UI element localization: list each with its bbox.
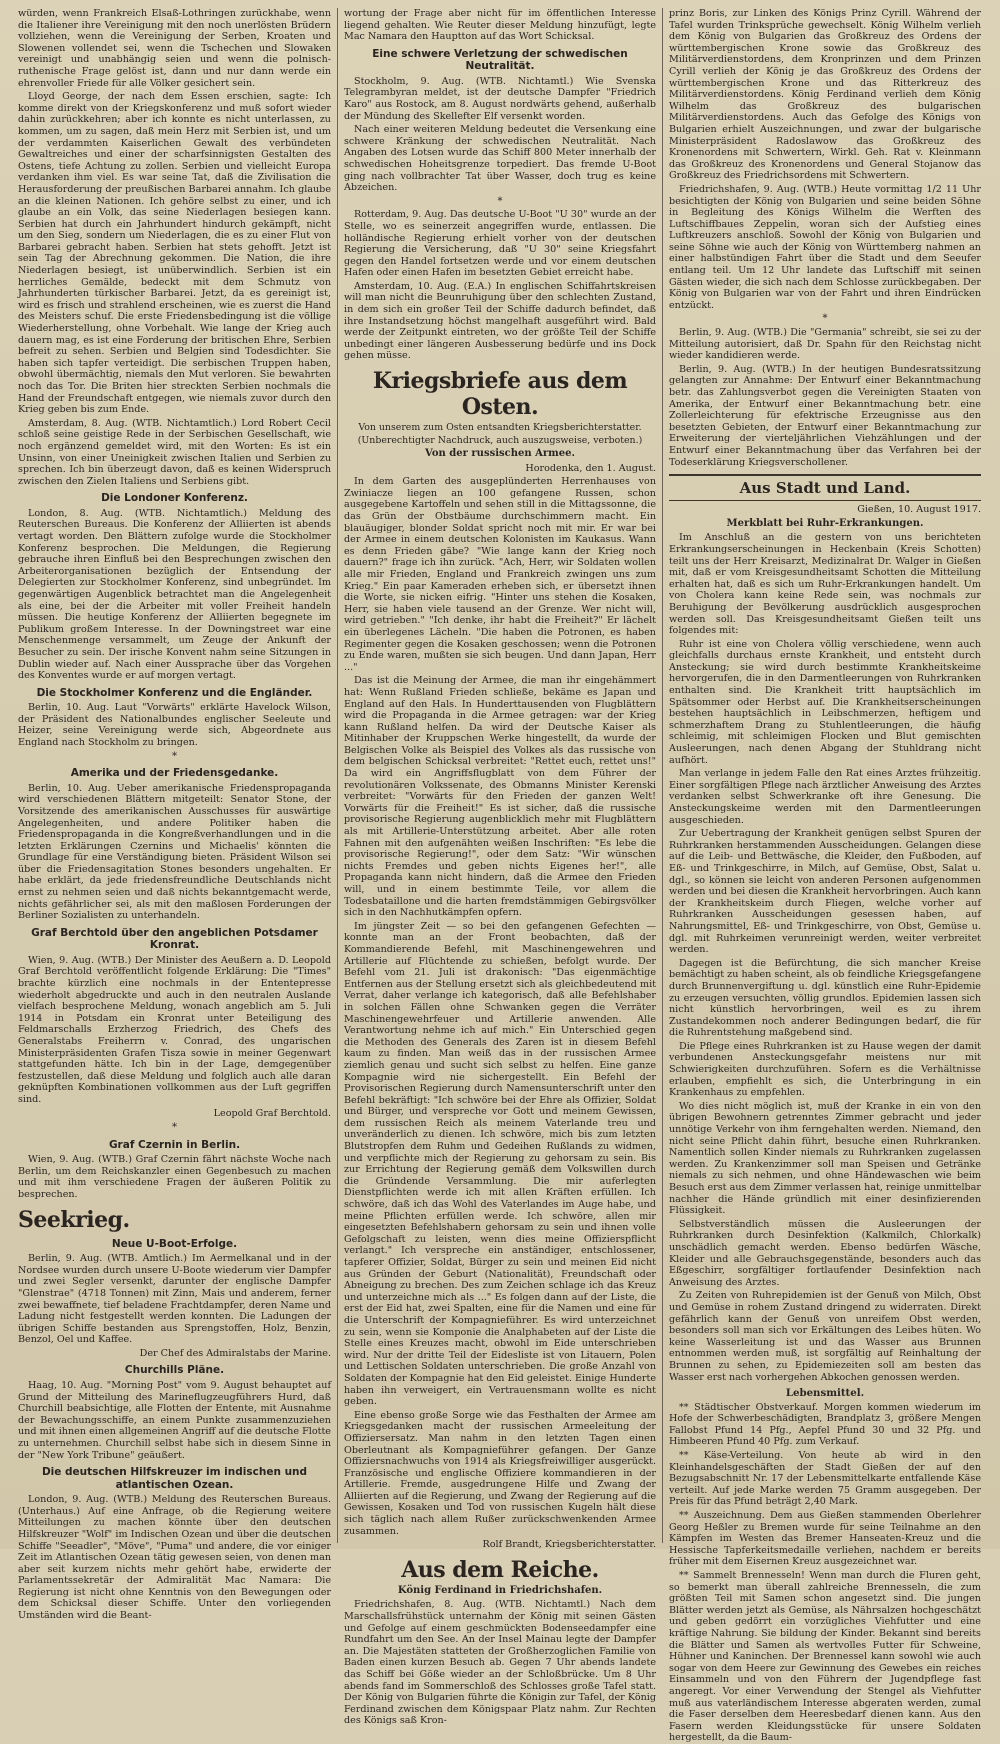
article-paragraph: Im jüngster Zeit — so bei den gefangenen Gefechten — konnte man an der Front beobachten, daß der Kommandierende Befehl, mit Maschinengewehren und Artillerie auf Flüchtende zu schießen, befolgt wurde. Der Befehl vom 21. Juli ist drakonisch: "Das eigenmächtige Entfernen aus der Stellung ersetzt sich als gleichbedeutend mit Verrat, daher verlange ich kategorisch, daß alle Befehlshaber in solchen Fällen ohne Schwanken gegen die Verräter Maschinengewehrfeuer und Artillerie anwenden. Alle Verantwortung nehme ich auf mich." Ein Unterschied gegen die Methoden des Generals des Zaren ist in diesem Befehl kaum zu finden. Man weiß das in der russischen Armee ziemlich genau und sucht sich selbst zu helfen. Eine ganze Kompagnie wird nie sichergestellt. Ein Befehl der Provisorischen Regierung durch Namensunterschrift unter den Befehl bekräftigt: "Ich schwöre bei der Ehre als Offizier, Soldat und Bürger, und verspreche vor Gott und meinem Gewissen, dem russischen Reich als meinem Vaterlande treu und unveränderlich zu dienen. Ich schwöre, mich bis zum letzten Blutstropfen dem Ruhm und Gedeihen Rußlands zu widmen, und verpflichte mich der Regierung zu gehorsam zu sein. Bis zur Errichtung der Regierung gemäß dem Volkswillen durch die Gründende Versammlung. Die mir auferlegten Dienstpflichten werde ich mit allen Kräften erfüllen. Ich schwöre, daß ich das Wohl des Vaterlandes im Auge habe, und meine Pflichten erfüllen werde. Ich schwöre, allen mir eingesetzten Befehlshabern gehorsam zu sein und ihnen volle Gefolgschaft zu leisten, wenn dies meine Offizierspflicht verlangt." Ich verspreche ein anständiger, entschlossener, tapferer Offizier, Soldat, Bürger zu sein und meinen Eid nicht aus Gründen der Geburt (Nationalität), Freundschaft oder Abneigung zu brechen. Des zum Zeichen schlage ich das Kreuz und unterzeichne mich als ..." Es folgen dann auf der Liste, die erst der Eid hat, zwei Spalten, eine für die Namen und eine für die Unterschrift der Kompagnieführer. Es wird unterzeichnet zu sein, wenn sie Komponie die Analphabeten auf der Liste die Stelle eines Kreuzes macht, obwohl im Eide unterschrieben wird. Nur der dritte Teil der Eidesliste ist von Litauern, Polen und Lettischen Soldaten unterschrieben. Die große Anzahl von Soldaten der Kompagnie hat den Eid geleistet. Einige Hunderte haben ihn verweigert, ein Vertrauensmann wollte es nicht geben. (344, 920, 656, 1408)
article-paragraph: Friedrichshafen, 8. Aug. (WTB. Nichtamtl.) Nach dem Marschallsfrühstück unternahm der König mit seinen Gästen und Gefolge auf einem geschmückten Bodenseedampfer eine Rundfahrt um den See. An der Insel Mainau legte der Dampfer an. Die Majestäten statteten der Großherzoglichen Familie von Baden einen kurzen Besuch ab. Gegen 7 Uhr abends landete das Schiff bei Göße wieder an der Schloßbrücke. Um 8 Uhr abends fand im Sommerschloß des Schlosses große Tafel statt. Der König von Bulgarien führte die Königin zur Tafel, der König Ferdinand zwischen dem Königspaar Platz nahm. Zur Rechten des Königs saß Kron- (344, 1599, 656, 1727)
article-paragraph: Das ist die Meinung der Armee, die man ihr eingehämmert hat: Wenn Rußland Frieden schließe, bekäme es Japan und England auf den Hals. In Hunderttausenden von Flugblättern wird die Propaganda in die Armee getragen: war der Krieg kann Rußland helfen. Da wird der Deutsche Kaiser als Mitinhaber der Kruppschen Werke hingestellt, da wurde der Belgischen Volke als Beispiel des Volkes als das russische von dem belgischen Schicksal verbreitet: "Rettet euch, rettet uns!" Da wird ein Angriffsflugblatt von dem Führer der revolutionären Volkssenate, des Obmanns Minister Kerenski verbreitet: "Vorwärts für den Frieden der ganzen Welt! Vorwärts für die Freiheit!" Es ist sicher, daß die russische provisorische Regierung augenblicklich mehr mit Flugblättern als mit Artillerie-Unterstützung arbeitet. Aber alle roten Fahnen mit den aufgenähten weißen Inschriften: "Es lebe die provisorische Regierung!", oder dem Satz: "Wir wünschen nichts Fremdes und geben nichts Eigenes her!", alle Propaganda kann nicht hindern, daß die Armee den Frieden will, und in einem bestimmte Teile, vor allem die Todesbataillone und die harten fremdstämmigen Gebirgsvölker sich in den Nachhutkämpfen opfern. (344, 675, 656, 919)
headline-ruhr-merkblatt: Merkblatt bei Ruhr-Erkrankungen. (726, 517, 924, 529)
section-headline-seekrieg: Seekrieg. (18, 1206, 130, 1233)
article-paragraph: Haag, 10. Aug. "Morning Post" vom 9. August behauptet auf Grund der Mitteilung des Marineflugzeugführers Hurd, daß Churchill beabsichtige, alle Flotten der Entente, mit Ausnahme der Bewachungsschiffe, an einem Punkte zusammenzuziehen und mit ihnen einen allgemeinen Angriff auf die deutsche Flotte zu unternehmen. Churchill selbst habe sich in diesem Sinne in der "New York Tribune" geäußert. (18, 1379, 331, 1461)
article-paragraph: Friedrichshafen, 9. Aug. (WTB.) Heute vormittag 1/2 11 Uhr besichtigten der König von Bulgarien und seine beiden Söhne in Begleitung des Königs Wilhelm die Werften des Luftschiffbaues Zeppelin, woran sich der Aufstieg eines Luftkreuzers anschloß. Sowohl der König von Bulgarien und seine Söhne wie auch der König von Württemberg nahmen an einer halbstündigen Fahrt über die Stadt und dem Seeufer entlang teil. Um 12 Uhr landete das Luftschiff mit seinen Gästen wieder, die sich nach dem Schlosse zurückbegaben. Der König von Bulgarien war von der Fahrt und ihren Eindrücken entzückt. (669, 183, 981, 311)
section-headline-kriegsbriefe: Kriegsbriefe aus dem Osten. (372, 368, 628, 421)
headline-hilfskreuzer: Die deutschen Hilfskreuzer im indischen und atlantischen Ozean. (41, 1466, 308, 1491)
signature: Rolf Brandt, Kriegsberichterstatter. (482, 1539, 656, 1551)
separator-star: * (497, 195, 503, 207)
article-paragraph: ** Sammelt Brennesseln! Wenn man durch die Fluren geht, so bemerkt man überall zahlreiche Brennesseln, die zum größten Teil mit Samen schon angesetzt sind. Die jungen Blätter werden jetzt als Gemüse, als Nährsalzen hochgeschätzt und geben gedörrt ein vorzügliches Viehfutter und eine kräftige Nahrung. Sie bildung der Kinder. Bekannt sind bereits die Blätter und Samen als wertvolles Futter für Schweine, Hühner und Kaninchen. Der Brennessel kann sowohl wie auch sogar von dem Heere zur Gewinnung des Gewebes ein reiches Einsammeln und von den Führern der Jugendpflege fast angeregt. Vor einer Verwendung der Stengel als Viehfutter muß aus vaterländischem Interesse abgeraten werden, zumal die Faser derselben dem Heeresbedarf dienen kann. Aus den Fasern werden Kleidungsstücke für unsere Soldaten hergestellt, da die Baum- (669, 1570, 981, 1744)
section-headline-aus-dem-reiche: Aus dem Reiche. (401, 1556, 599, 1583)
headline-london-conference: Die Londoner Konferenz. (101, 492, 248, 505)
article-paragraph: Selbstverständlich müssen die Ausleerungen der Ruhrkranken durch Desinfektion (Kalkmilch, Chlorkalk) unschädlich gemacht werden. Ebenso bedürfen Wäsche, Kleider und alle Gebrauchsgegenstände, besonders auch das Eßgeschirr, sorgfältiger fortlaufender Desinfektion nach Anweisung des Arztes. (669, 1218, 981, 1288)
article-paragraph: Wo dies nicht möglich ist, muß der Kranke in ein von den übrigen Bewohnern getrenntes Zimmer gebracht und jeder unnötige Verkehr von ihm ferngehalten werden. Niemand, den nicht seine Pflicht dahin führt, besuche einen Ruhrkranken. Namentlich sollen Kinder niemals zu Ruhrkranken zugelassen werden. Zu Krankenzimmer soll man Speisen und Getränke niemals zu sich nehmen, und ohne Händewaschen wie beim Besuch erst aus dem Zimmer verlassen hat, reinige unmittelbar nachher die Hände gründlich mit einer desinfizierenden Flüssigkeit. (669, 1100, 981, 1217)
article-paragraph: Berlin, 9. Aug. (WTB.) Die "Germania" schreibt, sie sei zu der Mitteilung autorisiert, daß Dr. Spahn für den Reichstag nicht wieder kandidieren werde. (669, 327, 981, 362)
column-2 (337, 8, 662, 1727)
headline-swedish-neutrality: Eine schwere Verletzung der schwedischen Neutralität. (372, 47, 628, 73)
headline-uboot: Neue U-Boot-Erfolge. (111, 1237, 238, 1250)
article-paragraph: Zu Zeiten von Ruhrepidemien ist der Genuß von Milch, Obst und Gemüse in rohem Zustand dringend zu widerraten. Direkt gefährlich kann der Genuß von unreifem Obst werden, besonders soll man sich vor Erkältungen des Leibes hüten. Wo keine Wasserleitung ist und das Wasser aus Brunnen entnommen werden muß, ist sorgfältig auf Reinhaltung der Brunnen zu sehen, zu Epidemiezeiten soll am besten das Wasser erst nach vorhergehen Abkochen genossen werden. (669, 1290, 981, 1383)
headline-berchtold: Graf Berchtold über den angeblichen Potsdamer Kronrat. (31, 926, 318, 952)
article-paragraph: Ruhr ist eine von Cholera völlig verschiedene, wenn auch gleichfalls durchaus ernste Krankheit, und entsteht durch Ansteckung; sie wird durch bestimmte Krankheitskeime hervorgerufen, die in den Darmentleerungen von Ruhrkranken enthalten sind. Die Krankheit tritt hauptsächlich im Spätsommer oder Herbst auf. Die Krankheitserscheinungen bestehen hauptsächlich in Leibschmerzen, heftigem und schmerzhaftem Drang zu Stuhlentleerungen, die häufig schleimig, mit schleimigen Flocken und Blut gemischten Ausleerungen, nach denen Abgang der Stuhldrang nicht aufhört. (669, 638, 981, 766)
article-paragraph: Berlin, 10. Aug. Laut "Vorwärts" erklärte Havelock Wilson, der Präsident des Nationalbundes englischer Seeleute und Heizer, seine Vereinigung werde sich, Abgeordnete aus England nach Stockholm zu bringen. (18, 702, 331, 749)
article-paragraph: London, 8. Aug. (WTB. Nichtamtlich.) Meldung des Reuterschen Bureaus. Die Konferenz der Alliierten ist abends vertagt worden. Den Blättern zufolge wurde die Stockholmer Konferenz besprochen. Die Meldungen, die Regierung gebrauche ihren Einfluß bei den Besprechungen zwischen den Arbeiterorganisationen bezüglich der Entsendung der Delegierten zur Stockholmer Konferenz, sind unbegründet. Im gegenwärtigen Augenblick betrachtet man die Angelegenheit als eine, bei der die Arbeiter mit voller Freiheit handeln müssen. Die heutige Konferenz der Alliierten begegnete im Publikum großem Interesse. In der Downingstreet war eine Menschenmenge versammelt, um Zeuge der Ankunft der Besucher zu sein. Der irische Konvent nahm seine Sitzungen in Dublin wieder auf. Nach einer Aussprache über das Vorgehen des Konventes wurde er auf morgen vertagt. (18, 507, 331, 682)
article-paragraph: würden, wenn Frankreich Elsaß-Lothringen zurückhabe, wenn die Italiener ihre Vereinigung mit den noch unerlösten Brüdern vollziehen, wenn die Vereinigung der Serben, Kroaten und Slowenen vollendet sei, wenn die Tschechen und Slowaken vereinigt und unabhängig seien und wenn die polnisch-ruthenische Frage gelöst ist, dann und nur dann werde ein ehrenvoller Friede für alle Völker gesichert sein. (18, 8, 331, 89)
article-paragraph: ** Städtischer Obstverkauf. Morgen kommen wiederum im Hofe der Schwerbeschädigten, Brandplatz 3, größere Mengen Fallobst Pfund 14 Pfg., Aepfel Pfund 30 und 32 Pfg. und Himbeeren Pfund 40 Pfg. zum Verkauf. (669, 1401, 981, 1448)
separator-star: * (172, 750, 177, 762)
article-paragraph: Amsterdam, 10. Aug. (E.A.) In englischen Schiffahrtskreisen will man nicht die Beunruhigung über den schlechten Zustand, in dem sich ein großer Teil der Schiffe dadurch befindet, daß ihre Instandsetzung höchst mangelhaft ausgeführt wird. Bald werde der Zeitpunkt eintreten, wo der größte Teil der Schiffe unbedingt einer längeren Ausbesserung bedürfe und ins Dock gehen müsse. (344, 280, 656, 362)
article-paragraph: Eine ebenso große Sorge wie das Festhalten der Armee am Kriegsgedanken macht der russischen Armeeleitung der Offiziersersatz. Man nahm in den letzten Tagen einen Oberleutnant als Kompagnieführer gefangen. Der Ganze Offiziersnachwuchs von 1914 als Kriegsfreiwilliger ausgerückt. Französische und englische Offiziere kommandieren in der Artillerie. Fremde, ausgedrungene Hilfe und Zwang der Alliierten auf die Regierung, und Zwang der Regierung auf die Gewissen, Kosaken und Tod von russischen Kugeln hält diese sich täglich nach allem Rußer zurückschwenkenden Armee zusammen. (344, 1409, 656, 1537)
subheading: Von unserem zum Osten entsandten Kriegsberichterstatter. (358, 422, 642, 434)
headline-russian-army: Von der russischen Armee. (425, 448, 575, 460)
page-columns (12, 8, 990, 1744)
article-paragraph: In dem Garten des ausgeplünderten Herrenhauses von Zwiniacze liegen an 100 gefangene Russen, schon ausgegebene Kartoffeln und sehen still in die Mittagssonne, die das Grün der Obstbäume durchschimmern macht. Ein blauäugiger, blonder Soldat spricht noch mit mir. Er war bei der Armee in einem deutschen Kolonisten im Kaukasus. Wann es denn Frieden gäbe? "Wie lange kann der Krieg noch dauern?" frage ich ihn zurück. "Ach, Herr, wir Soldaten wollen alle mir Frieden, England und Frankreich zwingen uns zum Krieg." Ein paar Kameraden erheben sich, er übersetzt ihnen die Worte, sie nicken eifrig. "Hinter uns stehen die Kosaken, Herr, sie haben viele tausend an der Grenze. Wer nicht will, wird getrieben." "Ich denke, ihr habt die Freiheit?" Er lächelt ein überlegenes Lächeln. "Die haben die Potronen, es haben Regimenter gegen die Kosaken geschossen; wenn die Potronen zu Ende waren, mußten sie sich beugen. Und dann Japan, Herr ..." (344, 476, 656, 673)
headline-koenig-ferdinand: König Ferdinand in Friedrichshafen. (397, 1584, 603, 1596)
section-headline-stadt-und-land: Aus Stadt und Land. (669, 474, 981, 501)
headline-stockholm-conference: Die Stockholmer Konferenz und die Engländer. (36, 686, 313, 699)
article-paragraph: Im Anschluß an die gestern von uns berichteten Erkrankungserscheinungen in Heckenbain (Kreis Schotten) teilt uns der Herr Kreisarzt, Medizinalrat Dr. Walger in Gießen mit, daß er vom Kreisgesundheitsamt Schotten die Mitteilung erhalten hat, daß es sich um Ruhr-Erkrankungen handelt. Um von Cholera kann keine Rede sein, was nochmals zur Beruhigung der Bevölkerung ausdrücklich ausgesprochen werden soll. Das Kreisgesundheitsamt Gießen teilt uns folgendes mit: (669, 532, 981, 637)
article-paragraph: Berlin, 10. Aug. Ueber amerikanische Friedenspropaganda wird verschiedenen Blättern mitgeteilt: Senator Stone, der Vorsitzende des amerikanischen Ausschusses für auswärtige Angelegenheiten, und andere Politiker haben die Friedenspropaganda in die Kongreßverhandlungen und in die letzten Erklärungen Czernins und Michaelis' könnten die Grundlage für eine Verständigung bieten. Präsident Wilson sei über die Friedensagitation Stones besonders ungehalten. Er habe erklärt, da jede friedensfreundliche Deutschlands nicht ernst zu nehmen seien und daß nichts bekanntgemacht werde, nichts gefährlicher sei, als mit den maßlosen Forderungen der Berliner Sozialisten zu unterhandeln. (18, 782, 331, 922)
article-paragraph: Dagegen ist die Befürchtung, die sich mancher Kreise bemächtigt zu haben scheint, als ob feindliche Kriegsgefangene durch Brunnenvergiftung u. dgl. künstlich eine Ruhr-Epidemie zu erzeugen versuchten, völlig grundlos. Epidemien lassen sich nicht künstlich hervorbringen, weil es zu ihrem Zustandekommen noch anderer Bedingungen bedarf, die für die Ruhrentstehung maßgebend sind. (669, 957, 982, 1039)
article-paragraph: Stockholm, 9. Aug. (WTB. Nichtamtl.) Wie Svenska Telegrambyran meldet, ist der deutsche Dampfer "Friedrich Karo" aus Rostock, am 8. August nordwärts gehend, außerhalb der Mündung des Skellefter Elf versenkt worden. (344, 75, 656, 122)
subheading: (Unberechtigter Nachdruck, auch auszugsweise, verboten.) (357, 435, 643, 447)
headline-churchill: Churchills Pläne. (124, 1364, 225, 1377)
separator-star: * (822, 313, 828, 325)
article-paragraph: prinz Boris, zur Linken des Königs Prinz Cyrill. Während der Tafel wurden Trinksprüche gewechselt. König Wilhelm verlieh dem König von Bulgarien das Großkreuz des Ordens der württembergischen Krone sowie das Großkreuz des Militärverdienstordens, dem Kronprinzen und dem Prinzen Cyrill verlieh der König je das Großkreuz des Ordens der württembergischen Krone und das Ritterkreuz des Militärverdienstordens. König Ferdinand verlieh dem König Wilhelm das Großkreuz des bulgarischen Militärverdienstordens. Auch das Gefolge des Königs von Bulgarien erhielt Auszeichnungen, und zwar der bulgarische Ministerpräsident Radoslawow das Großkreuz des Kronenordens mit Schwertern, Wirkl. Geh. Rat v. Kleinmann das Großkreuz des Kronenordens und General Stojanow das Großkreuz des Friedrichsordens mit Schwertern. (669, 8, 981, 182)
article-paragraph: ** Auszeichnung. Dem aus Gießen stammenden Oberlehrer Georg Heßler zu Bremen wurde für seine Teilnahme an den Kämpfen im Westen das Bremer Hanseaten-Kreuz und die Hessische Tapferkeitsmedaille verliehen, nachdem er bereits früher mit dem Eisernen Kreuz ausgezeichnet war. (669, 1510, 981, 1568)
article-paragraph: Man verlange in jedem Falle den Rat eines Arztes frühzeitig. Einer sorgfältigen Pflege nach ärztlicher Anweisung des Arztes verdanken selbst Schwerkranke oft ihre Genesung. Die Ansteckungskeime werden mit den Darmentleerungen ausgeschieden. (669, 768, 981, 826)
article-paragraph: wortung der Frage aber nicht für im öffentlichen Interesse liegend gehalten. Wie Reuter dieser Meldung hinzufügt, legte Mac Namara den Hauptton auf das Wort Schicksal. (344, 8, 656, 43)
headline-america-peace: Amerika und der Friedensgedanke. (70, 767, 279, 780)
article-paragraph: Nach einer weiteren Meldung bedeutet die Versenkung eine schwere Kränkung der schwedischen Neutralität. Nach Angaben des Lotsen wurde das Schiff 800 Meter innerhalb der schwedischen Hoheitsgrenze torpediert. Das fremde U-Boot ging nach vollbrachter Tat über Wasser, doch trug es keine Abzeichen. (344, 124, 656, 194)
headline-czernin: Graf Czernin in Berlin. (108, 1138, 241, 1151)
dateline: Gießen, 10. August 1917. (857, 504, 981, 516)
article-paragraph: Die Pflege eines Ruhrkranken ist zu Hause wegen der damit verbundenen Ansteckungsgefahr meistens nur mit Schwierigkeiten durchzuführen. Sofern es die Verhältnisse erlauben, empfiehlt es sich, die Unterbringung in ein Krankenhaus zu empfehlen. (669, 1040, 981, 1099)
article-paragraph: London, 9. Aug. (WTB.) Meldung des Reuterschen Bureaus. (Unterhaus.) Auf eine Anfrage, ob die Regierung weitere Mitteilungen zu machen könnte über den deutschen Hilfskreuzer "Wolf" im Indischen Ozean und über die deutschen Schiffe "Seeadler", "Möve", "Puma" und andere, die vor einiger Zeit im Atlantischen Ozean tätig gewesen seien, von denen man aber seit kurzem nichts mehr gehört habe, erwiderte der Parlamentssekretär der Admiralität Mac Namara: Die Regierung ist nicht ohne Kenntnis von den Bewegungen oder dem Schicksal dieser Schiffe. Unter den vorliegenden Umständen wird die Beant- (18, 1494, 331, 1622)
signature: Der Chef des Admiralstabs der Marine. (139, 1347, 331, 1359)
column-3 (662, 8, 987, 1744)
article-paragraph: Wien, 9. Aug. (WTB.) Graf Czernin fährt nächste Woche nach Berlin, um dem Reichskanzler einen Gegenbesuch zu machen und mit ihm verschiedene Fragen der äußeren Politik zu besprechen. (18, 1154, 331, 1201)
article-paragraph: Berlin, 9. Aug. (WTB.) In der heutigen Bundesratssitzung gelangten zur Annahme: Der Entwurf einer Bekanntmachung betr. das Zahlungsverbot gegen die Vereinigten Staaten von Amerika, der Entwurf einer Bekanntmachung betr. eine Zollerleichterung für efektrische Erzeugnisse aus den besetzten Gebieten, der Entwurf einer Bekanntmachung zur Erweiterung der vierteljährlichen Viehzählungen und der Entwurf einer Bekanntmachung über das Verfahren bei der Todeserklärung Kriegsverschollener. (669, 363, 981, 468)
dateline: Horodenka, den 1. August. (525, 462, 656, 474)
signature: Leopold Graf Berchtold. (213, 1107, 331, 1119)
column-1 (12, 8, 337, 1622)
article-paragraph: Rotterdam, 9. Aug. Das deutsche U-Boot "U 30" wurde an der Stelle, wo es seinerzeit angegriffen wurde, entlassen. Die holländische Regierung erhielt vorher von der deutschen Regierung die Versicherung, daß "U 30" seine Kriegsfahrt gegen den Handel fortsetzen werde und vor einem deutschen Hafen oder einen Hafen im besetzten Gebiet erreicht habe. (344, 209, 656, 279)
article-paragraph: Lloyd George, der nach dem Essen erschien, sagte: Ich komme direkt von der Kriegskonferenz und muß sofort wieder dahin zurückkehren; aber ich konnte es nicht unterlassen, zu kommen, um zu sagen, daß mein Herz mit Serbien ist, und um der verdammten Kaiserlichen Gewalt des verbündeten Gewaltreiches und einer der scharfsinnigsten Gestalten des Ostens, tiefe Achtung zu zollen. Serbien und vielleicht Europa verdanken ihm viel. Es war seine Tat, daß die Zivilisation die Herausforderung der preußischen Barbarei annahm. Ich glaube an die kleinen Nationen. Ich gehöre selbst zu einer, und ich glaube an ein Volk, das seine Niederlagen besiegen kann. Serbien hat durch ein Jahrhundert hindurch gekämpft, nicht um den Sieg, sondern um Niederlagen, die es zu einer Flut von Barbarei gebracht haben. Serbien hat stets gehofft. Jetzt ist sein Tag der Abrechnung gekommen. Die Nation, die ihre Niederlagen besiegt, ist unüberwindlich. Serbien ist ein herrliches Gemälde, bedeckt mit dem Schmutz von Jahrhunderten türkischer Barbarei. Jetzt, da es gereinigt ist, wird es frisch und strahlend erscheinen, wie es zuerst die Hand des Meisters schuf. Die erste Friedensbedingung ist die völlige Wiederherstellung, ohne Vorbehalt. Wie lange der Krieg auch dauern mag, es ist eine Forderung der britischen Ehre, Serbien befreit zu sehen. Serbien und Belgien sind Todesdichter. Sie haben sich tapfer verteidigt. Die serbischen Truppen haben, obwohl übermächtig, niemals den Mut verloren. Sie bewahrten noch das Tor. Die Briten hier streckten Serbien nochmals die Hand der Freundschaft entgegen, wie niemals zuvor durch den Krieg geben bis zum Ende. (18, 91, 331, 416)
article-paragraph: ** Käse-Verteilung. Von heute ab wird in den Kleinhandelsgeschäften der Stadt Gießen der auf den Bezugsabschnitt Nr. 17 der Lebensmittelkarte entfallende Käse verteilt. Auf jede Marke werden 75 Gramm ausgegeben. Der Preis für das Pfund beträgt 2,40 Mark. (669, 1450, 981, 1508)
article-paragraph: Berlin, 9. Aug. (WTB. Amtlich.) Im Aermelkanal und in der Nordsee wurden durch unsere U-Boote wiederum vier Dampfer und zwei Segler versenkt, darunter der englische Dampfer "Glenstrae" (4718 Tonnen) mit Zinn, Mais und anderem, ferner zwei bewaffnete, tief beladene Frachtdampfer, deren Name und Ladung nicht festgestellt werden konnten. Die Ladungen der übrigen Schiffe bestanden aus Sprengstoffen, Holz, Benzin, Benzol, Oel und Kaffee. (18, 1253, 331, 1346)
article-paragraph: Wien, 9. Aug. (WTB.) Der Minister des Aeußern a. D. Leopold Graf Berchtold veröffentlicht folgende Erklärung: Die "Times" brachte kürzlich eine nochmals in der Ententepresse wiederholt abgedruckte und auch in den neutralen Auslande vielfach besprochene Meldung, wonach angeblich am 5. Juli 1914 in Potsdam ein Kronrat unter Beteiligung des Feldmarschalls Erzherzog Friedrich, des Chefs des Generalstabs Freiherrn v. Conrad, des ungarischen Ministerpräsidenten Grafen Tisza sowie in meiner Gegenwart stattgefunden hätte. Ich bin in der Lage, demgegenüber festzustellen, daß diese Meldung und folglich auch alle daran geknüpften Kombinationen vollkommen aus der Luft gegriffen sind. (18, 954, 331, 1105)
article-paragraph: Zur Uebertragung der Krankheit genügen selbst Spuren der Ruhrkranken herstammenden Ausscheidungen. Gelangen diese auf die Leib- und Bettwäsche, die Kleider, den Fußboden, auf Eß- und Trinkgeschirre, in Milch, auf Gemüse, Obst, Salat u. dgl., so können sie leicht von anderen Personen aufgenommen werden und bei diesen die Krankheit hervorbringen. Auch kann der Krankheitskeim durch Fliegen, welche vorher auf Ruhrkranken Ausscheidungen gesessen haben, auf Nahrungsmittel, Eß- und Trinkgeschirre, von Obst, Gemüse u. dgl. mit Ruhrkeimen verunreinigt werden, weiter verbreitet werden. (669, 828, 981, 956)
separator-star: * (172, 1122, 177, 1134)
article-paragraph: Amsterdam, 8. Aug. (WTB. Nichtamtlich.) Lord Robert Cecil schloß seine geistige Rede in der Serbischen Gesellschaft, wie noch ergänzend gemeldet wird, mit den Worten: Es ist ein Unsinn, von einer Uneinigkeit zwischen Italien und Serbien zu sprechen. Ich bin überzeugt davon, daß es keinen Widerspruch zwischen den Zielen Italiens und Serbiens gibt. (18, 417, 331, 487)
headline-lebensmittel: Lebensmittel. (785, 1387, 865, 1400)
